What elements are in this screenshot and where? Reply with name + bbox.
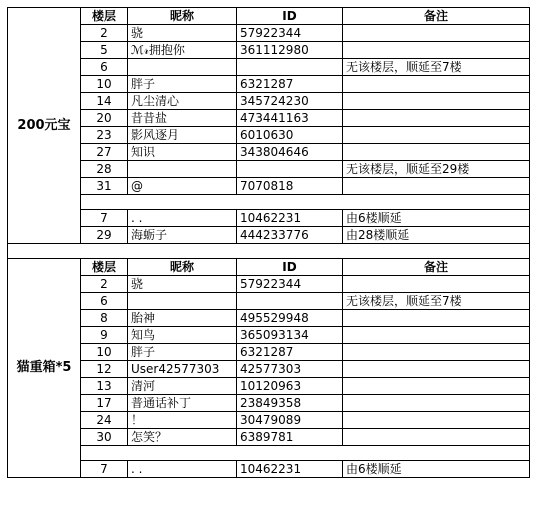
note-cell: 无该楼层，顺延至7楼 xyxy=(343,293,530,310)
note-cell xyxy=(343,344,530,361)
floor-cell: 23 xyxy=(81,127,128,144)
nickname-cell: . . xyxy=(128,210,237,227)
table-row xyxy=(8,461,530,478)
note-cell xyxy=(343,429,530,446)
table-row xyxy=(8,378,530,395)
floor-cell: 7 xyxy=(81,461,128,478)
id-header: ID xyxy=(237,8,343,25)
id-cell: 57922344 xyxy=(237,276,343,293)
note-cell xyxy=(343,76,530,93)
lottery-results-table xyxy=(7,7,530,478)
group1-label: 200元宝 xyxy=(8,8,81,244)
floor-cell: 8 xyxy=(81,310,128,327)
floor-header: 楼层 xyxy=(81,8,128,25)
nickname-cell: ！ xyxy=(128,412,237,429)
group2-label: 猫重箱*5 xyxy=(8,259,81,478)
nickname-cell: 胖子 xyxy=(128,76,237,93)
nickname-cell: 知鸟 xyxy=(128,327,237,344)
table-row xyxy=(8,42,530,59)
id-header: ID xyxy=(237,259,343,276)
id-cell: 6389781 xyxy=(237,429,343,446)
id-cell: 57922344 xyxy=(237,25,343,42)
floor-cell: 14 xyxy=(81,93,128,110)
floor-cell: 10 xyxy=(81,344,128,361)
nickname-cell: 骁 xyxy=(128,276,237,293)
note-cell xyxy=(343,93,530,110)
id-cell: 7070818 xyxy=(237,178,343,195)
floor-cell: 2 xyxy=(81,276,128,293)
table-body xyxy=(8,8,530,478)
note-cell: 无该楼层，顺延至29楼 xyxy=(343,161,530,178)
floor-cell: 20 xyxy=(81,110,128,127)
floor-cell: 6 xyxy=(81,59,128,76)
note-cell xyxy=(343,110,530,127)
table-row xyxy=(8,293,530,310)
blank-cell xyxy=(81,446,530,461)
table-row xyxy=(8,93,530,110)
note-cell xyxy=(343,361,530,378)
floor-cell: 31 xyxy=(81,178,128,195)
nickname-cell: 凡尘清心 xyxy=(128,93,237,110)
header-row xyxy=(8,259,530,276)
table-row xyxy=(8,210,530,227)
note-cell xyxy=(343,178,530,195)
note-cell: 无该楼层，顺延至7楼 xyxy=(343,59,530,76)
id-cell: 495529948 xyxy=(237,310,343,327)
table-row xyxy=(8,178,530,195)
floor-cell: 30 xyxy=(81,429,128,446)
nickname-cell: . . xyxy=(128,461,237,478)
group-divider-row xyxy=(8,244,530,259)
nickname-cell: User42577303 xyxy=(128,361,237,378)
id-cell: 10120963 xyxy=(237,378,343,395)
floor-cell: 17 xyxy=(81,395,128,412)
floor-cell: 2 xyxy=(81,25,128,42)
table-row xyxy=(8,161,530,178)
id-cell: 473441163 xyxy=(237,110,343,127)
note-cell xyxy=(343,42,530,59)
id-cell: 345724230 xyxy=(237,93,343,110)
note-cell xyxy=(343,127,530,144)
id-cell: 444233776 xyxy=(237,227,343,244)
floor-cell: 28 xyxy=(81,161,128,178)
table-row xyxy=(8,127,530,144)
floor-cell: 29 xyxy=(81,227,128,244)
table-row xyxy=(8,395,530,412)
note-cell xyxy=(343,144,530,161)
table-row xyxy=(8,276,530,293)
table-row xyxy=(8,227,530,244)
id-cell: 6010630 xyxy=(237,127,343,144)
note-header: 备注 xyxy=(343,259,530,276)
note-cell xyxy=(343,310,530,327)
floor-cell: 13 xyxy=(81,378,128,395)
floor-cell: 12 xyxy=(81,361,128,378)
table-row xyxy=(8,412,530,429)
floor-cell: 10 xyxy=(81,76,128,93)
nickname-cell: 骁 xyxy=(128,25,237,42)
id-cell xyxy=(237,293,343,310)
id-cell xyxy=(237,59,343,76)
floor-cell: 9 xyxy=(81,327,128,344)
table-row xyxy=(8,25,530,42)
group-divider-cell xyxy=(8,244,530,259)
table-row xyxy=(8,144,530,161)
table-row xyxy=(8,344,530,361)
table-row xyxy=(8,429,530,446)
table-row xyxy=(8,310,530,327)
table-row xyxy=(8,110,530,127)
floor-cell: 7 xyxy=(81,210,128,227)
table-row xyxy=(8,361,530,378)
nickname-cell: 普通话补丁 xyxy=(128,395,237,412)
nickname-cell: @ xyxy=(128,178,237,195)
note-header: 备注 xyxy=(343,8,530,25)
floor-cell: 27 xyxy=(81,144,128,161)
id-cell: 23849358 xyxy=(237,395,343,412)
table-row xyxy=(8,327,530,344)
id-cell: 10462231 xyxy=(237,461,343,478)
id-cell: 343804646 xyxy=(237,144,343,161)
floor-header: 楼层 xyxy=(81,259,128,276)
note-cell: 由6楼顺延 xyxy=(343,461,530,478)
nickname-cell xyxy=(128,161,237,178)
nickname-cell: 胖子 xyxy=(128,344,237,361)
nickname-cell: 知识 xyxy=(128,144,237,161)
floor-cell: 5 xyxy=(81,42,128,59)
id-cell: 365093134 xyxy=(237,327,343,344)
nickname-cell xyxy=(128,59,237,76)
nickname-cell: 昔昔盐 xyxy=(128,110,237,127)
note-cell: 由6楼顺延 xyxy=(343,210,530,227)
blank-cell xyxy=(81,195,530,210)
nickname-cell: 影风逐月 xyxy=(128,127,237,144)
id-cell: 30479089 xyxy=(237,412,343,429)
floor-cell: 6 xyxy=(81,293,128,310)
note-cell: 由28楼顺延 xyxy=(343,227,530,244)
note-cell xyxy=(343,395,530,412)
nickname-header: 昵称 xyxy=(128,259,237,276)
note-cell xyxy=(343,378,530,395)
note-cell xyxy=(343,276,530,293)
id-cell: 361112980 xyxy=(237,42,343,59)
floor-cell: 24 xyxy=(81,412,128,429)
nickname-cell: 海蛎子 xyxy=(128,227,237,244)
note-cell xyxy=(343,327,530,344)
nickname-cell: 怎笑？ xyxy=(128,429,237,446)
id-cell: 10462231 xyxy=(237,210,343,227)
nickname-cell: 清河 xyxy=(128,378,237,395)
blank-row xyxy=(8,195,530,210)
nickname-header: 昵称 xyxy=(128,8,237,25)
table-row xyxy=(8,76,530,93)
id-cell xyxy=(237,161,343,178)
blank-row xyxy=(8,446,530,461)
id-cell: 42577303 xyxy=(237,361,343,378)
table-row xyxy=(8,59,530,76)
note-cell xyxy=(343,412,530,429)
nickname-cell: ℳ𝓇拥抱你 xyxy=(128,42,237,59)
note-cell xyxy=(343,25,530,42)
id-cell: 6321287 xyxy=(237,76,343,93)
id-cell: 6321287 xyxy=(237,344,343,361)
nickname-cell: 胎神 xyxy=(128,310,237,327)
nickname-cell xyxy=(128,293,237,310)
header-row xyxy=(8,8,530,25)
